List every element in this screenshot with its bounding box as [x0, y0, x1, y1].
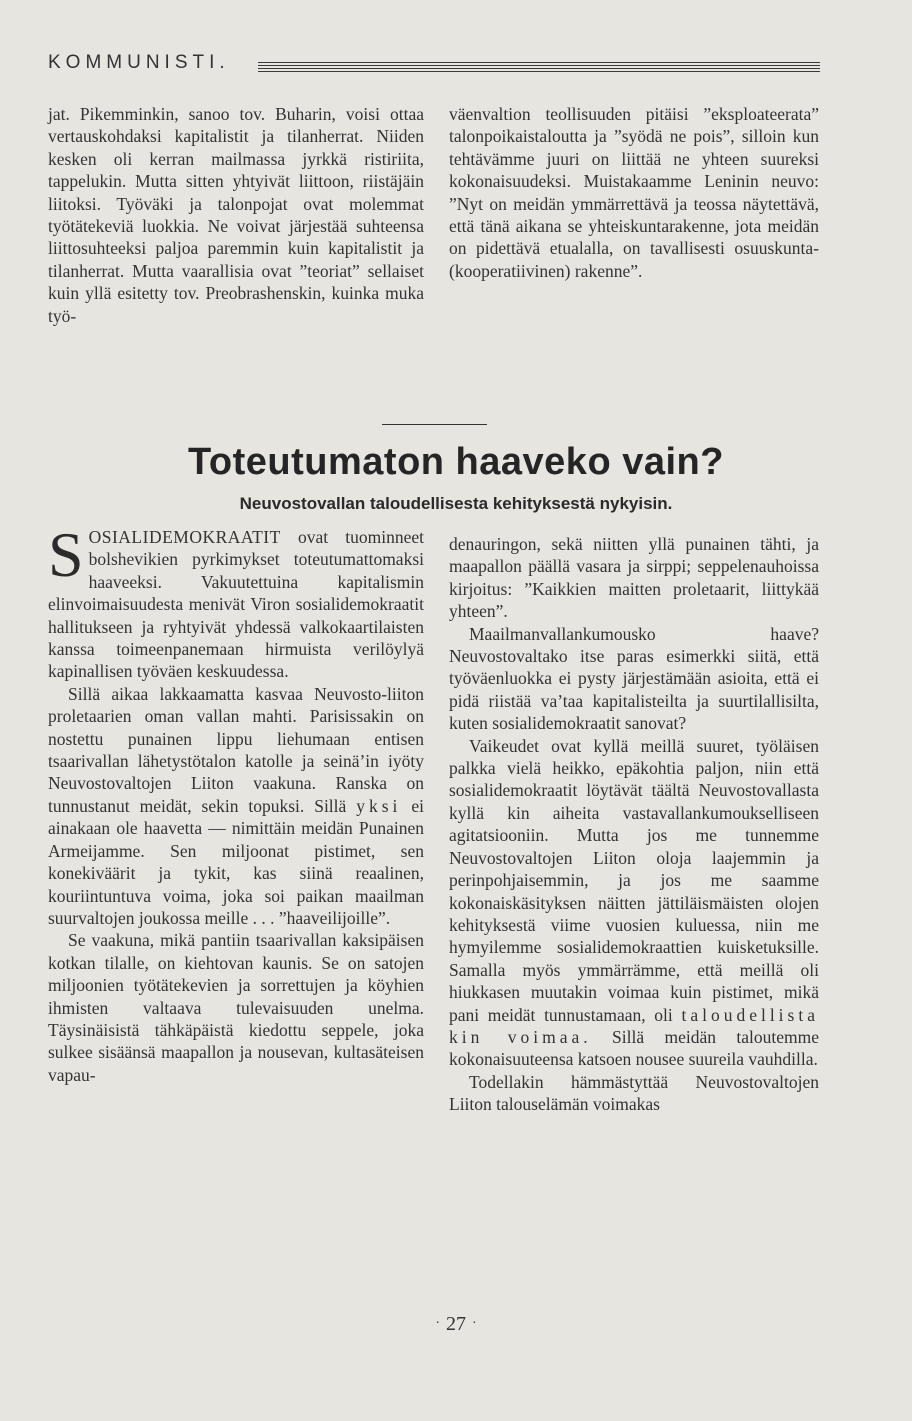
paragraph-text: Sillä meidän taloutemme kokonaisuuteensa katsoen nousee suureila vauhdilla.	[449, 1026, 819, 1070]
header-rule	[258, 62, 820, 74]
drop-cap: S	[48, 519, 84, 590]
paragraph: Todellakin hämmästyttää Neuvostovaltojen Liiton talouselämän voimakas	[449, 1071, 819, 1115]
page-number-dot: ·	[435, 1316, 440, 1331]
article-left-column	[48, 519, 424, 1086]
article-subtitle: Neuvostovallan taloudellisesta kehityksestä nykyisin.	[239, 494, 673, 513]
page-number	[0, 1313, 912, 1336]
paragraph: denauringon, sekä niitten yllä punainen tähti, ja maapallon päällä vasara ja sirppi; seppelenauhoissa kirjoitus: ”Kaikkien maitten proletaarit, liittykää yhteen”.	[449, 534, 819, 622]
paragraph-text: ovat tuominneet bolshevikien pyrkimykset toteutumattomaksi haaveeksi. Vakuutettuina kapitalismin elinvoimaisuudesta menivät Viron sosialidemokraatit hallitukseen ja ryhtyivät yhdessä valkokaartilaisten kanssa toimeenpanemaan hirmuista verilöylyä kapinallisen työväen keskuudessa.	[48, 527, 424, 682]
paragraph-text: Vaikeudet ovat kyllä meillä suuret, työläisen palkka vielä heikko, epäkohtia paljon, niin että sosialidemokraatit löytävät täältä Neuvostovallasta kyllä kin aiheita vastavallankumoukselliseen agitatsiooniin. Mutta jos me tunnemme Neuvostovaltojen Liiton oloja laajemmin ja perinpohjaisemmin, ja jos me saamme kokonaiskäsityksen näitten jättiläismäisten olojen kehityksestä viime vuosien kuluessa, niin me hymyilemme sosialidemokraattien kuisketuksille. Samalla myös ymmärrämme, että meillä oli hiukkasen muutakin voimaa kuin pistimet, mikä pani meidät tunnustamaan, oli	[449, 735, 819, 1025]
running-head: KOMMUNISTI.	[48, 52, 230, 73]
page-number-value: 27	[446, 1313, 466, 1335]
page-header	[48, 52, 820, 82]
paragraph	[449, 735, 819, 1071]
continued-text-left-column	[48, 103, 424, 327]
paragraph	[48, 683, 424, 929]
emphasis-spaced: taloudellista kin voimaa.	[449, 1004, 819, 1047]
article-title: Toteutumaton haaveko vain?	[188, 441, 724, 483]
section-divider	[382, 424, 487, 425]
continued-text-right-column	[449, 103, 819, 282]
opening-paragraph	[48, 519, 424, 683]
paragraph: väenvaltion teollisuuden pitäisi ”eksploateerata” talonpoikaistaloutta ja ”syödä ne pois”, silloin kun tehtävämme juuri on liittää ne yhteen suureksi kokonaisuudeksi. Muistakaamme Leninin neuvo: ”Nyt on meidän ymmärrettävä ja teossa näytettävä, että tänä aikana se yhteiskuntarakenne, jota meidän on pidettävä etualalla, on tavallisesti osuuskunta- (kooperatiivinen) rakenne”.	[449, 104, 819, 281]
emphasis-spaced: yksi	[356, 795, 402, 816]
paragraph: Maailmanvallankumousko haave? Neuvostovaltako itse paras esimerkki siitä, että työväenluokka ei pysty järjestämään asioita, että ei pidä riistää va’taa kapitalisteilta ja suurtilallisilta, kuten sosialidemokraatit sanovat?	[449, 623, 819, 734]
paragraph: Se vaakuna, mikä pantiin tsaarivallan kaksipäisen kotkan tilalle, on kiehtovan kaunis. Se on satojen miljoonien työtätekevien ja sorrettujen ja köyhien ihmisten valtaava tulevaisuuden unelma. Täysinäisistä tähkäpäistä kiedottu seppele, joka sulkee sisäänsä maapallon ja nousevan, kultasäteisen vapau-	[48, 930, 424, 1085]
page-number-dot: ·	[472, 1316, 477, 1331]
paragraph: jat. Pikemminkin, sanoo tov. Buharin, voisi ottaa vertauskohdaksi kapitalistit ja tilanherrat. Niiden kesken oli kerran mailmassa jyrkkä ristiriita, tappelukin. Mutta sitten yhtyivät liittoon, riistäjäin liitoksi. Työväki ja talonpojat ovat molemmat työtätekeviä luokkia. Ne voivat järjestää suhteensa liittosuhteeksi paljoa paremmin kuin kapitalistit ja tilanherrat. Mutta vaarallisia ovat ”teoriat” sellaiset kuin yllä esitetty tov. Preobrashenskin, kuinka muka työ-	[48, 104, 424, 326]
lead-word: OSIALIDEMOKRAATIT	[88, 527, 281, 547]
article-right-column	[449, 533, 819, 1116]
paragraph-text: ei ainakaan ole haavetta — nimittäin meidän Punainen Armeijamme. Sen miljoonat pistimet, sen konekiväärit ja tykit, kas siinä reaalinen, kouriintuntuva voima, joka soi paikan maailman suurvaltojen joukossa meille . . . ”haaveilijoille”.	[48, 795, 424, 928]
paragraph-text: Sillä aikaa lakkaamatta kasvaa Neuvosto-liiton proletaarien oman vallan mahti. Parisissakin on nostettu punainen lippu liehumaan entisen tsaarivallan lähetystötalon katolle ja seinä’in iyöty Neuvostovaltojen Liiton vaakuna. Ranska on tunnustanut meidät, sekin topuksi. Sillä	[48, 683, 424, 816]
